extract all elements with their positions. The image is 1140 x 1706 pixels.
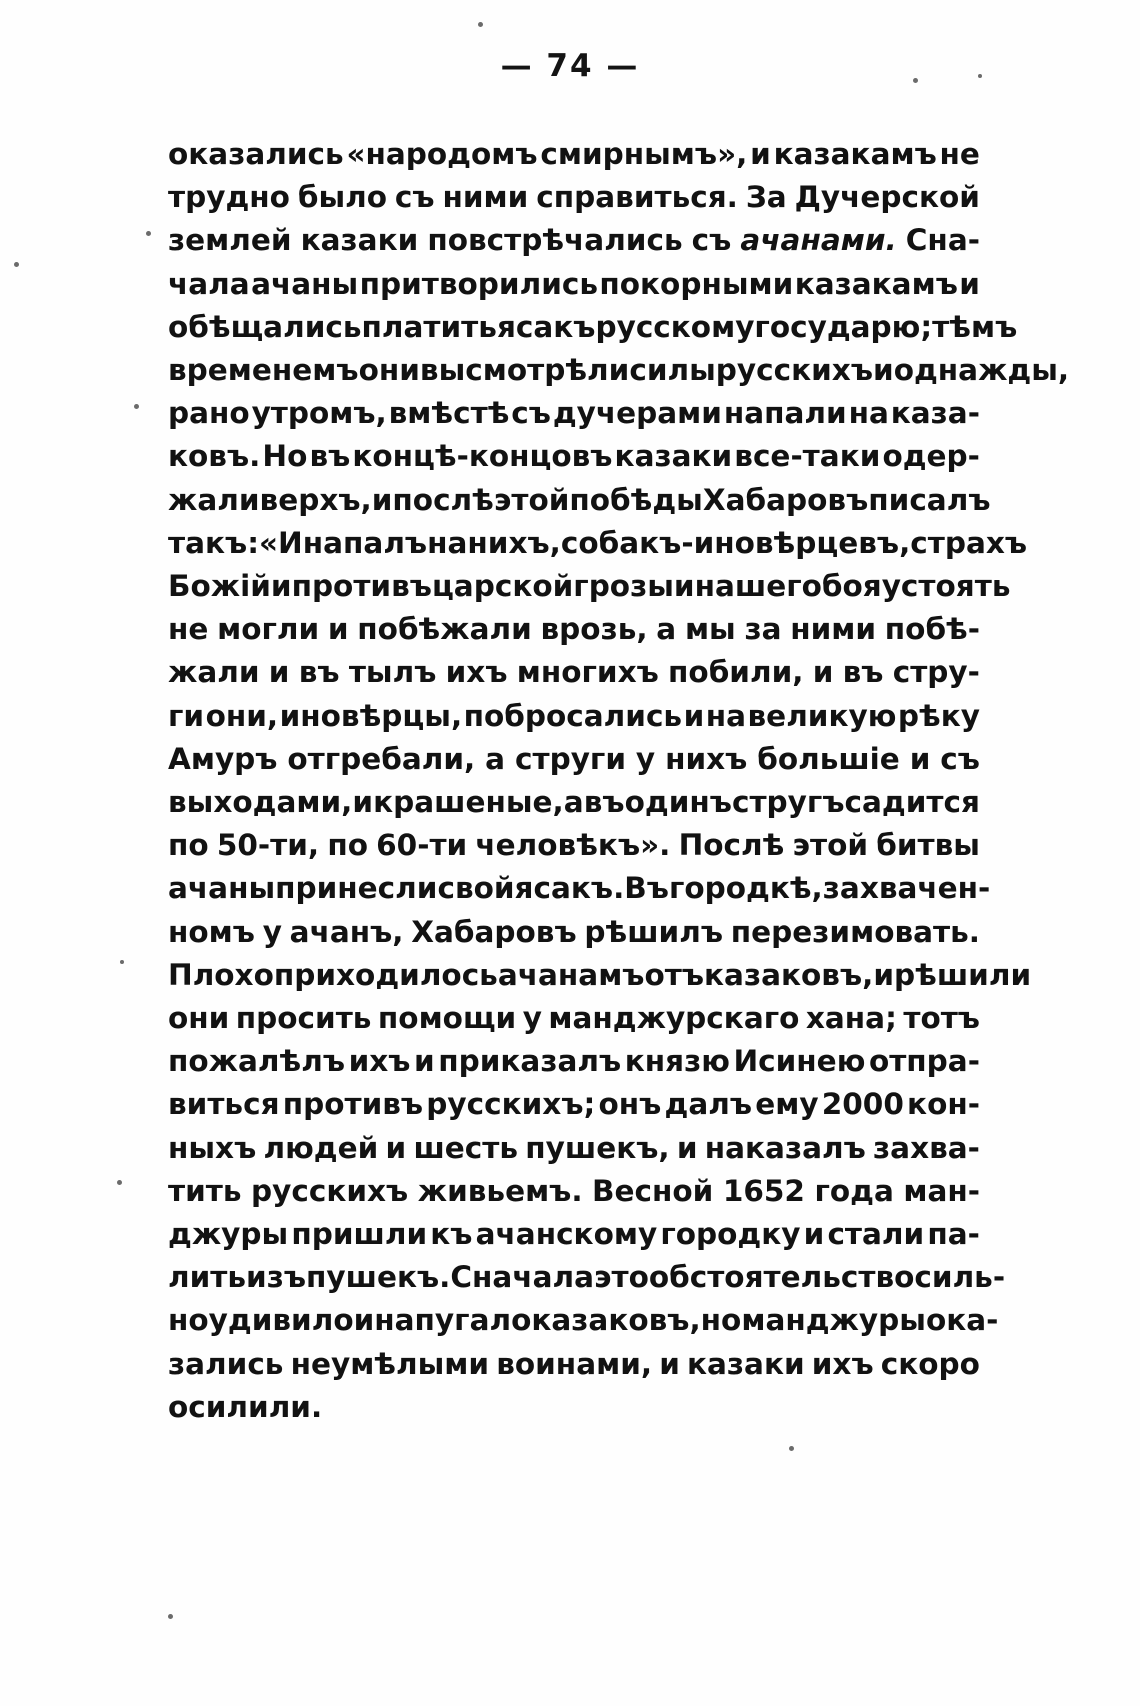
text-word: струги	[515, 741, 627, 776]
text-word: выходами,	[168, 785, 353, 820]
text-word: великую	[747, 698, 897, 733]
text-word: на	[848, 396, 889, 431]
text-word: 50-ти,	[216, 828, 320, 863]
text-word: ныхъ	[168, 1130, 257, 1165]
text-word: казаковъ,	[531, 1303, 701, 1338]
text-word: оказались	[168, 137, 344, 171]
text-word: побили,	[668, 655, 804, 690]
text-word: стали	[827, 1217, 925, 1252]
text-word: рѣшилъ	[584, 914, 723, 949]
text-word: ачаны	[168, 871, 276, 906]
text-word: однажды,	[893, 353, 1070, 388]
text-word: справиться.	[536, 180, 738, 215]
text-word: они	[168, 1001, 230, 1036]
text-word: битвы	[876, 828, 980, 863]
text-word: напали	[723, 396, 847, 431]
text-word: ними	[790, 612, 877, 647]
text-word: ока-	[925, 1303, 999, 1338]
text-line	[168, 1213, 980, 1256]
text-word: по	[168, 828, 209, 863]
text-word: грозы	[573, 569, 674, 604]
text-word: и	[873, 957, 895, 992]
text-word: страхъ	[910, 525, 1028, 560]
text-word: царской	[431, 569, 574, 604]
text-word: русскому	[595, 309, 755, 344]
text-line	[168, 651, 980, 694]
text-word: высмотрѣли	[419, 353, 630, 388]
text-word: захва-	[873, 1130, 980, 1165]
text-word: рано	[168, 396, 250, 431]
text-word: писалъ	[868, 482, 991, 517]
text-word: зались	[168, 1346, 284, 1381]
text-word: пожалѣлъ	[168, 1044, 345, 1079]
text-word: Сна-	[905, 223, 980, 258]
text-word: казаковъ,	[704, 957, 874, 992]
text-word: у	[635, 741, 656, 776]
text-word: съ	[394, 180, 435, 215]
text-word: казаки	[614, 439, 733, 474]
text-word: тить	[168, 1173, 242, 1208]
text-word: врозь,	[540, 612, 648, 647]
text-word: а	[563, 785, 584, 820]
text-word: въ	[583, 785, 625, 820]
text-word: Амуръ	[168, 741, 278, 776]
text-word: у	[522, 1001, 542, 1036]
text-word: и	[959, 266, 980, 301]
text-word: было	[297, 180, 387, 215]
text-word: князю	[624, 1044, 730, 1079]
text-word: обстоятельство	[648, 1260, 915, 1295]
text-word: садится	[844, 785, 980, 820]
text-word: такъ:	[168, 525, 259, 560]
text-word: пришли	[291, 1217, 428, 1252]
text-word: Хабаровъ	[702, 482, 869, 517]
text-word: они,	[205, 698, 279, 733]
text-word: городку	[660, 1217, 801, 1252]
text-word: наказалъ	[704, 1130, 866, 1165]
text-word: тылъ	[348, 655, 437, 690]
text-line	[168, 1299, 999, 1342]
text-word: побѣжали	[357, 612, 532, 647]
text-word: и	[909, 741, 931, 776]
text-word: удивило	[208, 1303, 354, 1338]
text-word: Сначала	[450, 1260, 594, 1295]
text-word: на	[427, 525, 468, 560]
text-word: нашего	[694, 569, 822, 604]
text-word: хана;	[805, 1001, 897, 1036]
text-line	[168, 133, 980, 176]
text-word: стру-	[892, 655, 980, 690]
text-word: дучерами	[552, 396, 722, 431]
text-word: землей	[168, 223, 292, 258]
text-line	[168, 565, 1011, 608]
text-word: а	[656, 612, 677, 647]
text-word: побросались	[463, 698, 683, 733]
text-word: Въ	[624, 871, 669, 906]
page-number: — 74 —	[500, 48, 640, 84]
text-word: чала	[168, 266, 250, 301]
text-line	[168, 738, 980, 781]
text-word: ачаны	[251, 266, 359, 301]
text-line	[168, 608, 980, 651]
text-word: съ	[691, 223, 732, 258]
text-word: одинъ	[624, 785, 732, 820]
text-word: ясакъ.	[514, 871, 625, 906]
text-word: крашеные,	[373, 785, 564, 820]
text-word: Дучерской	[794, 180, 980, 215]
text-word: но	[700, 1303, 742, 1338]
text-word: ги	[168, 698, 205, 733]
text-line	[168, 435, 980, 478]
text-word: отъ	[644, 957, 705, 992]
text-word: приходилось	[273, 957, 498, 992]
scan-speck-icon	[913, 78, 918, 83]
text-word: Божій	[168, 569, 271, 604]
text-word: и	[750, 137, 771, 171]
text-word: помощи	[377, 1001, 517, 1036]
text-word: притворились	[359, 266, 598, 301]
text-line	[168, 1343, 980, 1386]
text-word: каза-	[890, 396, 980, 431]
text-word: этой	[493, 482, 570, 517]
text-word: противъ	[282, 1087, 424, 1122]
scan-speck-icon	[134, 404, 139, 409]
text-word: манджуры	[741, 1303, 926, 1338]
text-word: большіе	[757, 741, 900, 776]
text-word: неумѣлыми	[290, 1346, 490, 1381]
text-word: ачанамъ	[497, 957, 645, 992]
text-word: ачанами.	[740, 223, 897, 258]
text-word: вмѣстѣ	[388, 396, 510, 431]
text-word: ихъ	[811, 1346, 874, 1381]
text-line	[168, 997, 980, 1040]
text-word: изъ	[246, 1260, 307, 1295]
text-word: Но	[262, 439, 308, 474]
paragraph	[168, 133, 1070, 1429]
text-line	[168, 911, 980, 954]
text-word: онъ	[598, 1087, 662, 1122]
text-word: ман-	[903, 1173, 980, 1208]
scan-speck-icon	[789, 1446, 794, 1451]
text-word: но	[168, 1303, 209, 1338]
text-word: русскихъ;	[426, 1087, 596, 1122]
text-word: въ	[309, 439, 351, 474]
text-word: За	[745, 180, 787, 215]
text-word: тѣмъ	[932, 309, 1018, 344]
text-word: не	[168, 612, 209, 647]
text-word: 60-ти	[376, 828, 468, 863]
text-word: верхъ,	[259, 482, 372, 517]
text-word: свой	[437, 871, 515, 906]
text-word: приказалъ	[438, 1044, 622, 1079]
text-line	[168, 522, 1028, 565]
text-word: далъ	[664, 1087, 753, 1122]
text-word: пушекъ,	[525, 1130, 670, 1165]
text-line	[168, 219, 980, 262]
text-word: стругъ	[731, 785, 845, 820]
text-word: устоять	[881, 569, 1011, 604]
text-word: утромъ,	[251, 396, 387, 431]
text-word: по	[327, 828, 368, 863]
scan-speck-icon	[168, 1614, 173, 1619]
text-word: захвачен-	[822, 871, 991, 906]
text-word: джуры	[168, 1217, 289, 1252]
scan-speck-icon	[146, 231, 151, 236]
text-word: собакъ-иновѣрцевъ,	[560, 525, 911, 560]
text-word: и	[352, 785, 374, 820]
text-line	[168, 781, 980, 824]
text-word: русскихъ	[715, 353, 874, 388]
text-word: и	[327, 612, 349, 647]
text-word: и	[812, 655, 834, 690]
text-line	[168, 1127, 980, 1170]
text-word: 1652	[722, 1173, 805, 1208]
text-word: Исинею	[733, 1044, 866, 1079]
text-word: казаки	[686, 1346, 805, 1381]
text-line	[168, 954, 1032, 997]
text-word: концѣ-концовъ	[352, 439, 613, 474]
text-word: иновѣрцы,	[279, 698, 463, 733]
text-word: ачанъ,	[289, 914, 404, 949]
text-line	[168, 479, 991, 522]
text-word: Весной	[592, 1173, 714, 1208]
text-word: живьемъ.	[417, 1173, 583, 1208]
text-word: на	[705, 698, 747, 733]
text-line	[168, 263, 980, 306]
text-line	[168, 349, 1070, 392]
text-word: скоро	[880, 1346, 980, 1381]
text-word: Послѣ	[678, 828, 785, 863]
text-word: повстрѣчались	[427, 223, 683, 258]
text-word: силь-	[914, 1260, 1006, 1295]
text-word: къ	[430, 1217, 473, 1252]
text-word: нихъ,	[467, 525, 561, 560]
text-word: напугало	[374, 1303, 532, 1338]
text-word: нихъ	[665, 741, 748, 776]
text-word: Плохо	[168, 957, 274, 992]
text-word: номъ	[168, 914, 255, 949]
text-word: воинами,	[496, 1346, 653, 1381]
text-line	[168, 1040, 980, 1083]
text-word: въ	[842, 655, 884, 690]
body-text	[168, 133, 1070, 1429]
text-word: рѣшили	[894, 957, 1032, 992]
text-word: лить	[168, 1260, 247, 1295]
text-line	[168, 1083, 980, 1126]
text-word: ковъ.	[168, 439, 261, 474]
text-line	[168, 695, 980, 738]
text-word: кон-	[907, 1087, 980, 1122]
text-word: платить	[361, 309, 497, 344]
text-word: многихъ	[516, 655, 659, 690]
text-word: напалъ	[302, 525, 428, 560]
text-word: русскихъ	[251, 1173, 409, 1208]
text-word: мы	[684, 612, 736, 647]
text-word: тотъ	[903, 1001, 980, 1036]
text-word: казаки	[300, 223, 419, 258]
text-word: они	[358, 353, 420, 388]
text-word: казакамъ	[794, 266, 958, 301]
text-word: и	[659, 1346, 680, 1381]
text-line	[168, 1170, 980, 1213]
text-word: все-таки	[734, 439, 881, 474]
text-word: покорными	[599, 266, 794, 301]
text-word: Хабаровъ	[411, 914, 577, 949]
text-word: жали	[168, 655, 260, 690]
scan-speck-icon	[478, 22, 483, 27]
text-word: и	[270, 569, 292, 604]
text-word: не	[939, 137, 980, 171]
text-word: 2000	[821, 1087, 904, 1122]
text-word: и	[673, 569, 695, 604]
text-word: и	[385, 1130, 407, 1165]
text-word: и	[803, 1217, 825, 1252]
text-word: могли	[217, 612, 320, 647]
text-line: осилили.	[168, 1389, 323, 1424]
text-word: и	[371, 482, 393, 517]
text-word: у	[262, 914, 282, 949]
text-word: ачанскому	[475, 1217, 658, 1252]
scan-speck-icon	[120, 960, 124, 964]
text-word: людей	[263, 1130, 379, 1165]
text-word: принесли	[275, 871, 438, 906]
text-word: отгребали,	[287, 741, 476, 776]
text-word: пушекъ.	[306, 1260, 451, 1295]
text-word: ихъ	[445, 655, 508, 690]
text-word: послѣ	[392, 482, 494, 517]
text-word: и	[414, 1044, 435, 1079]
text-word: па-	[927, 1217, 980, 1252]
text-word: боя	[821, 569, 882, 604]
text-word: этой	[792, 828, 869, 863]
text-word: ихъ	[348, 1044, 411, 1079]
text-word: противъ	[291, 569, 432, 604]
text-word: трудно	[168, 180, 290, 215]
text-word: побѣ-	[884, 612, 980, 647]
text-word: и	[676, 1130, 698, 1165]
text-word: въ	[298, 655, 340, 690]
text-word: шесть	[413, 1130, 519, 1165]
text-word: отпра-	[868, 1044, 980, 1079]
text-word: государю;	[754, 309, 933, 344]
text-word: и	[353, 1303, 375, 1338]
text-line	[168, 392, 980, 435]
text-word: «И	[259, 525, 303, 560]
text-word: просить	[235, 1001, 372, 1036]
text-word: смирнымъ»,	[540, 137, 748, 171]
text-word: и	[268, 655, 290, 690]
text-word: рѣку	[897, 698, 980, 733]
text-word: перезимовать.	[730, 914, 980, 949]
text-word: за	[744, 612, 782, 647]
text-word: виться	[168, 1087, 280, 1122]
scan-speck-icon	[14, 262, 19, 267]
text-word: «народомъ	[346, 137, 538, 171]
text-word: обѣщались	[168, 309, 362, 344]
text-word: казакамъ	[773, 137, 937, 171]
text-word: манджурскаго	[548, 1001, 800, 1036]
text-word: съ	[940, 741, 980, 776]
scan-speck-icon	[978, 74, 982, 78]
text-line	[168, 306, 1018, 349]
text-word: временемъ	[168, 353, 359, 388]
text-word: и	[873, 353, 894, 388]
text-line	[168, 867, 991, 910]
text-word: съ	[511, 396, 551, 431]
text-word: года	[814, 1173, 894, 1208]
scan-speck-icon	[117, 1180, 122, 1185]
text-word: и	[683, 698, 705, 733]
text-line	[168, 1256, 1006, 1299]
text-word: а	[485, 741, 506, 776]
text-word: это	[594, 1260, 649, 1295]
text-word: силы	[629, 353, 716, 388]
text-word: ясакъ	[496, 309, 596, 344]
text-word: городкѣ,	[668, 871, 823, 906]
text-line	[168, 824, 980, 867]
text-line	[168, 176, 980, 219]
text-word: ними	[442, 180, 529, 215]
text-word: побѣды	[569, 482, 703, 517]
text-word: ему	[755, 1087, 819, 1122]
text-word: одер-	[882, 439, 980, 474]
text-word: жали	[168, 482, 260, 517]
text-word: человѣкъ».	[475, 828, 671, 863]
